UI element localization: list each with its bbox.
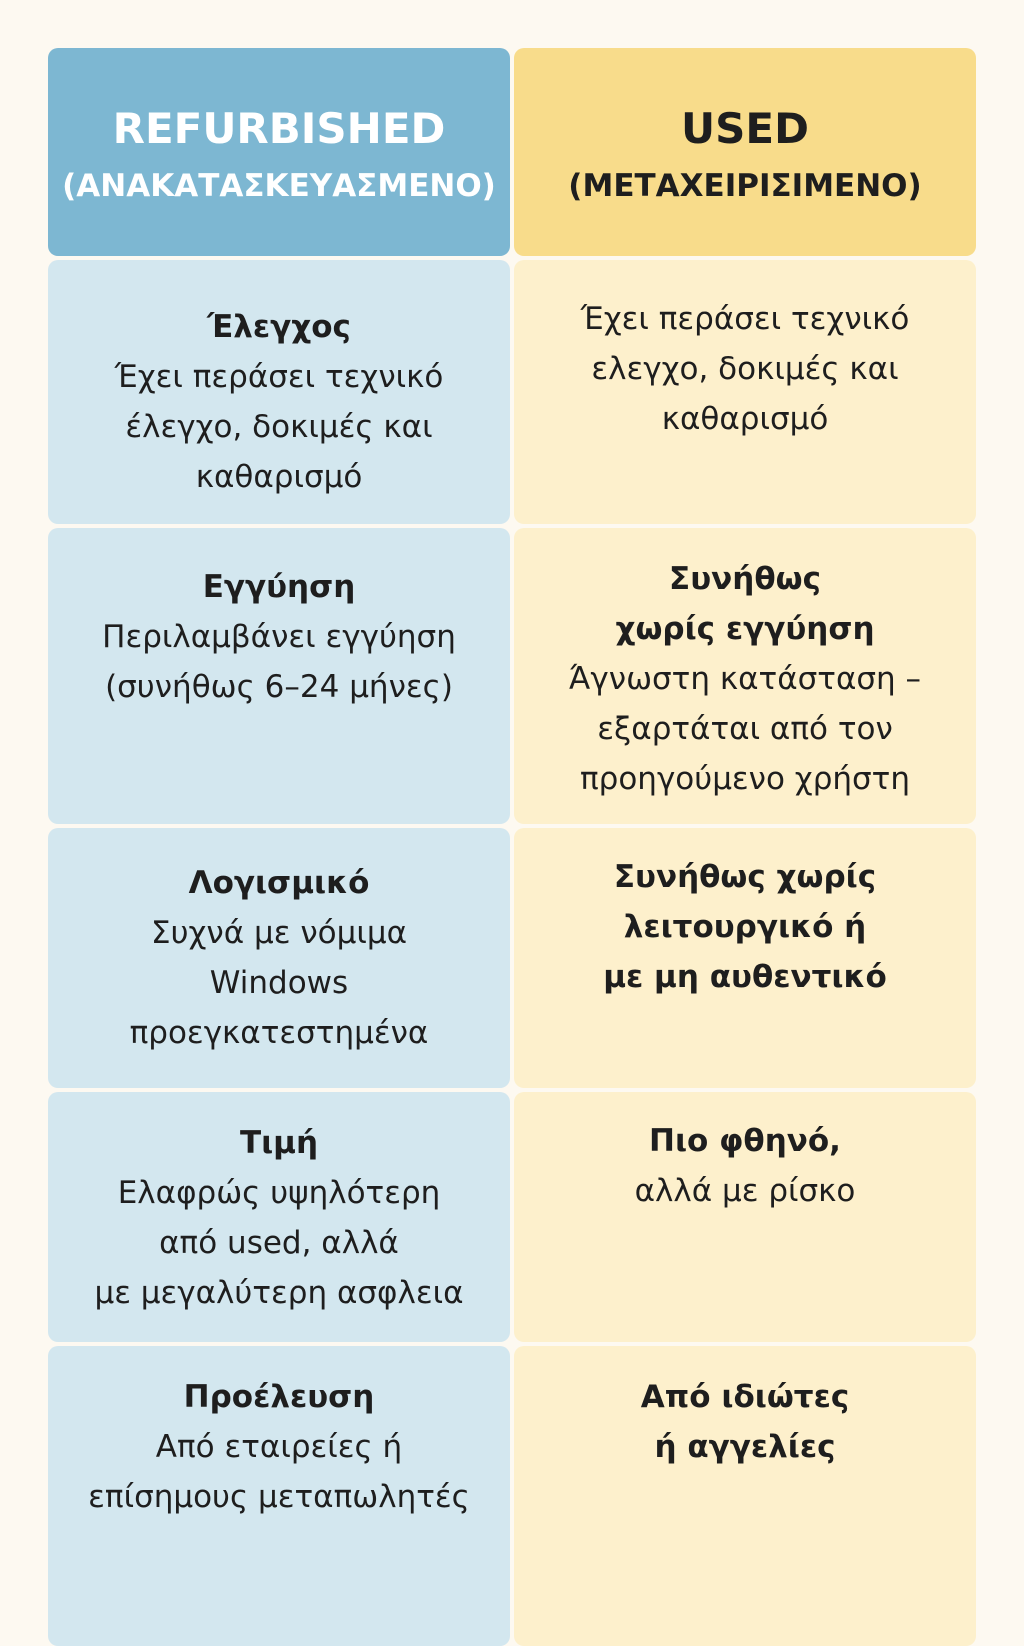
refurbished-software-cell	[48, 828, 510, 1088]
cell-heading: Από ιδιώτες	[640, 1379, 850, 1415]
cell-text-line: (συνήθως 6–24 μήνες)	[105, 669, 453, 705]
cell-heading: Συνήθως χωρίς	[613, 859, 877, 895]
used-subtitle: (ΜΕΤΑΧΕΙΡΙΣΙΜΕΝΟ)	[568, 168, 922, 204]
cell-text-line: Windows	[209, 965, 349, 1001]
refurbished-title: REFURBISHED	[112, 104, 446, 153]
cell-text-line: προηγούμενο χρήστη	[579, 761, 910, 797]
cell-text-line: εξαρτάται από τον	[597, 711, 893, 747]
cell-text-line: από used, αλλά	[159, 1225, 399, 1261]
cell-heading: Έλεγχος	[207, 309, 351, 345]
cell-heading: Πιο φθηνό,	[649, 1123, 841, 1159]
cell-text-line: με μεγαλύτερη ασφλεια	[94, 1275, 464, 1311]
used-warranty-cell	[514, 528, 976, 824]
cell-text-line: έλεγχο, δοκιμές και	[125, 409, 433, 445]
cell-text-line: Άγνωστη κατάσταση –	[568, 661, 922, 697]
cell-text-line: Έχει περάσει τεχνικό	[114, 359, 444, 395]
cell-text-line: καθαρισμό	[661, 401, 829, 437]
cell-heading: Συνήθως	[669, 561, 821, 597]
cell-text-line: Έχει περάσει τεχνικό	[580, 301, 910, 337]
cell-heading: Λογισμικό	[188, 865, 370, 901]
used-software-cell	[514, 828, 976, 1088]
cell-text-line: Συχνά με νόμιμα	[150, 915, 408, 951]
cell-heading: Τιμή	[239, 1125, 319, 1161]
cell-text-line: Περιλαμβάνει εγγύηση	[102, 619, 456, 655]
cell-text-line: επίσημους μεταπωλητές	[88, 1479, 470, 1515]
cell-heading: Εγγύηση	[202, 569, 356, 605]
cell-text-line: Ελαφρώς υψηλότερη	[117, 1175, 441, 1211]
cell-text-line: Από εταιρείες ή	[155, 1429, 403, 1465]
used-check-cell	[514, 260, 976, 524]
cell-heading: λειτουργικό ή	[623, 909, 867, 945]
used-origin-cell	[514, 1346, 976, 1646]
cell-text-line: αλλά με ρίσκο	[634, 1173, 856, 1209]
refurbished-origin-cell	[48, 1346, 510, 1646]
cell-heading: ή αγγελίες	[654, 1429, 836, 1465]
cell-text-line: ελεγχο, δοκιμές και	[591, 351, 899, 387]
cell-text-line: καθαρισμό	[195, 459, 363, 495]
refurbished-header	[48, 48, 510, 256]
refurbished-price-cell	[48, 1092, 510, 1342]
refurbished-warranty-cell	[48, 528, 510, 824]
cell-heading: Προέλευση	[183, 1379, 375, 1415]
cell-text-line: προεγκατεστημένα	[129, 1015, 429, 1051]
used-header	[514, 48, 976, 256]
refurbished-subtitle: (ΑΝΑΚΑΤΑΣΚΕΥΑΣΜΕΝΟ)	[62, 168, 496, 204]
used-price-cell	[514, 1092, 976, 1342]
refurbished-check-cell	[48, 260, 510, 524]
cell-heading: χωρίς εγγύηση	[615, 611, 875, 647]
cell-heading: με μη αυθεντικό	[603, 959, 887, 995]
used-title: USED	[681, 104, 809, 153]
